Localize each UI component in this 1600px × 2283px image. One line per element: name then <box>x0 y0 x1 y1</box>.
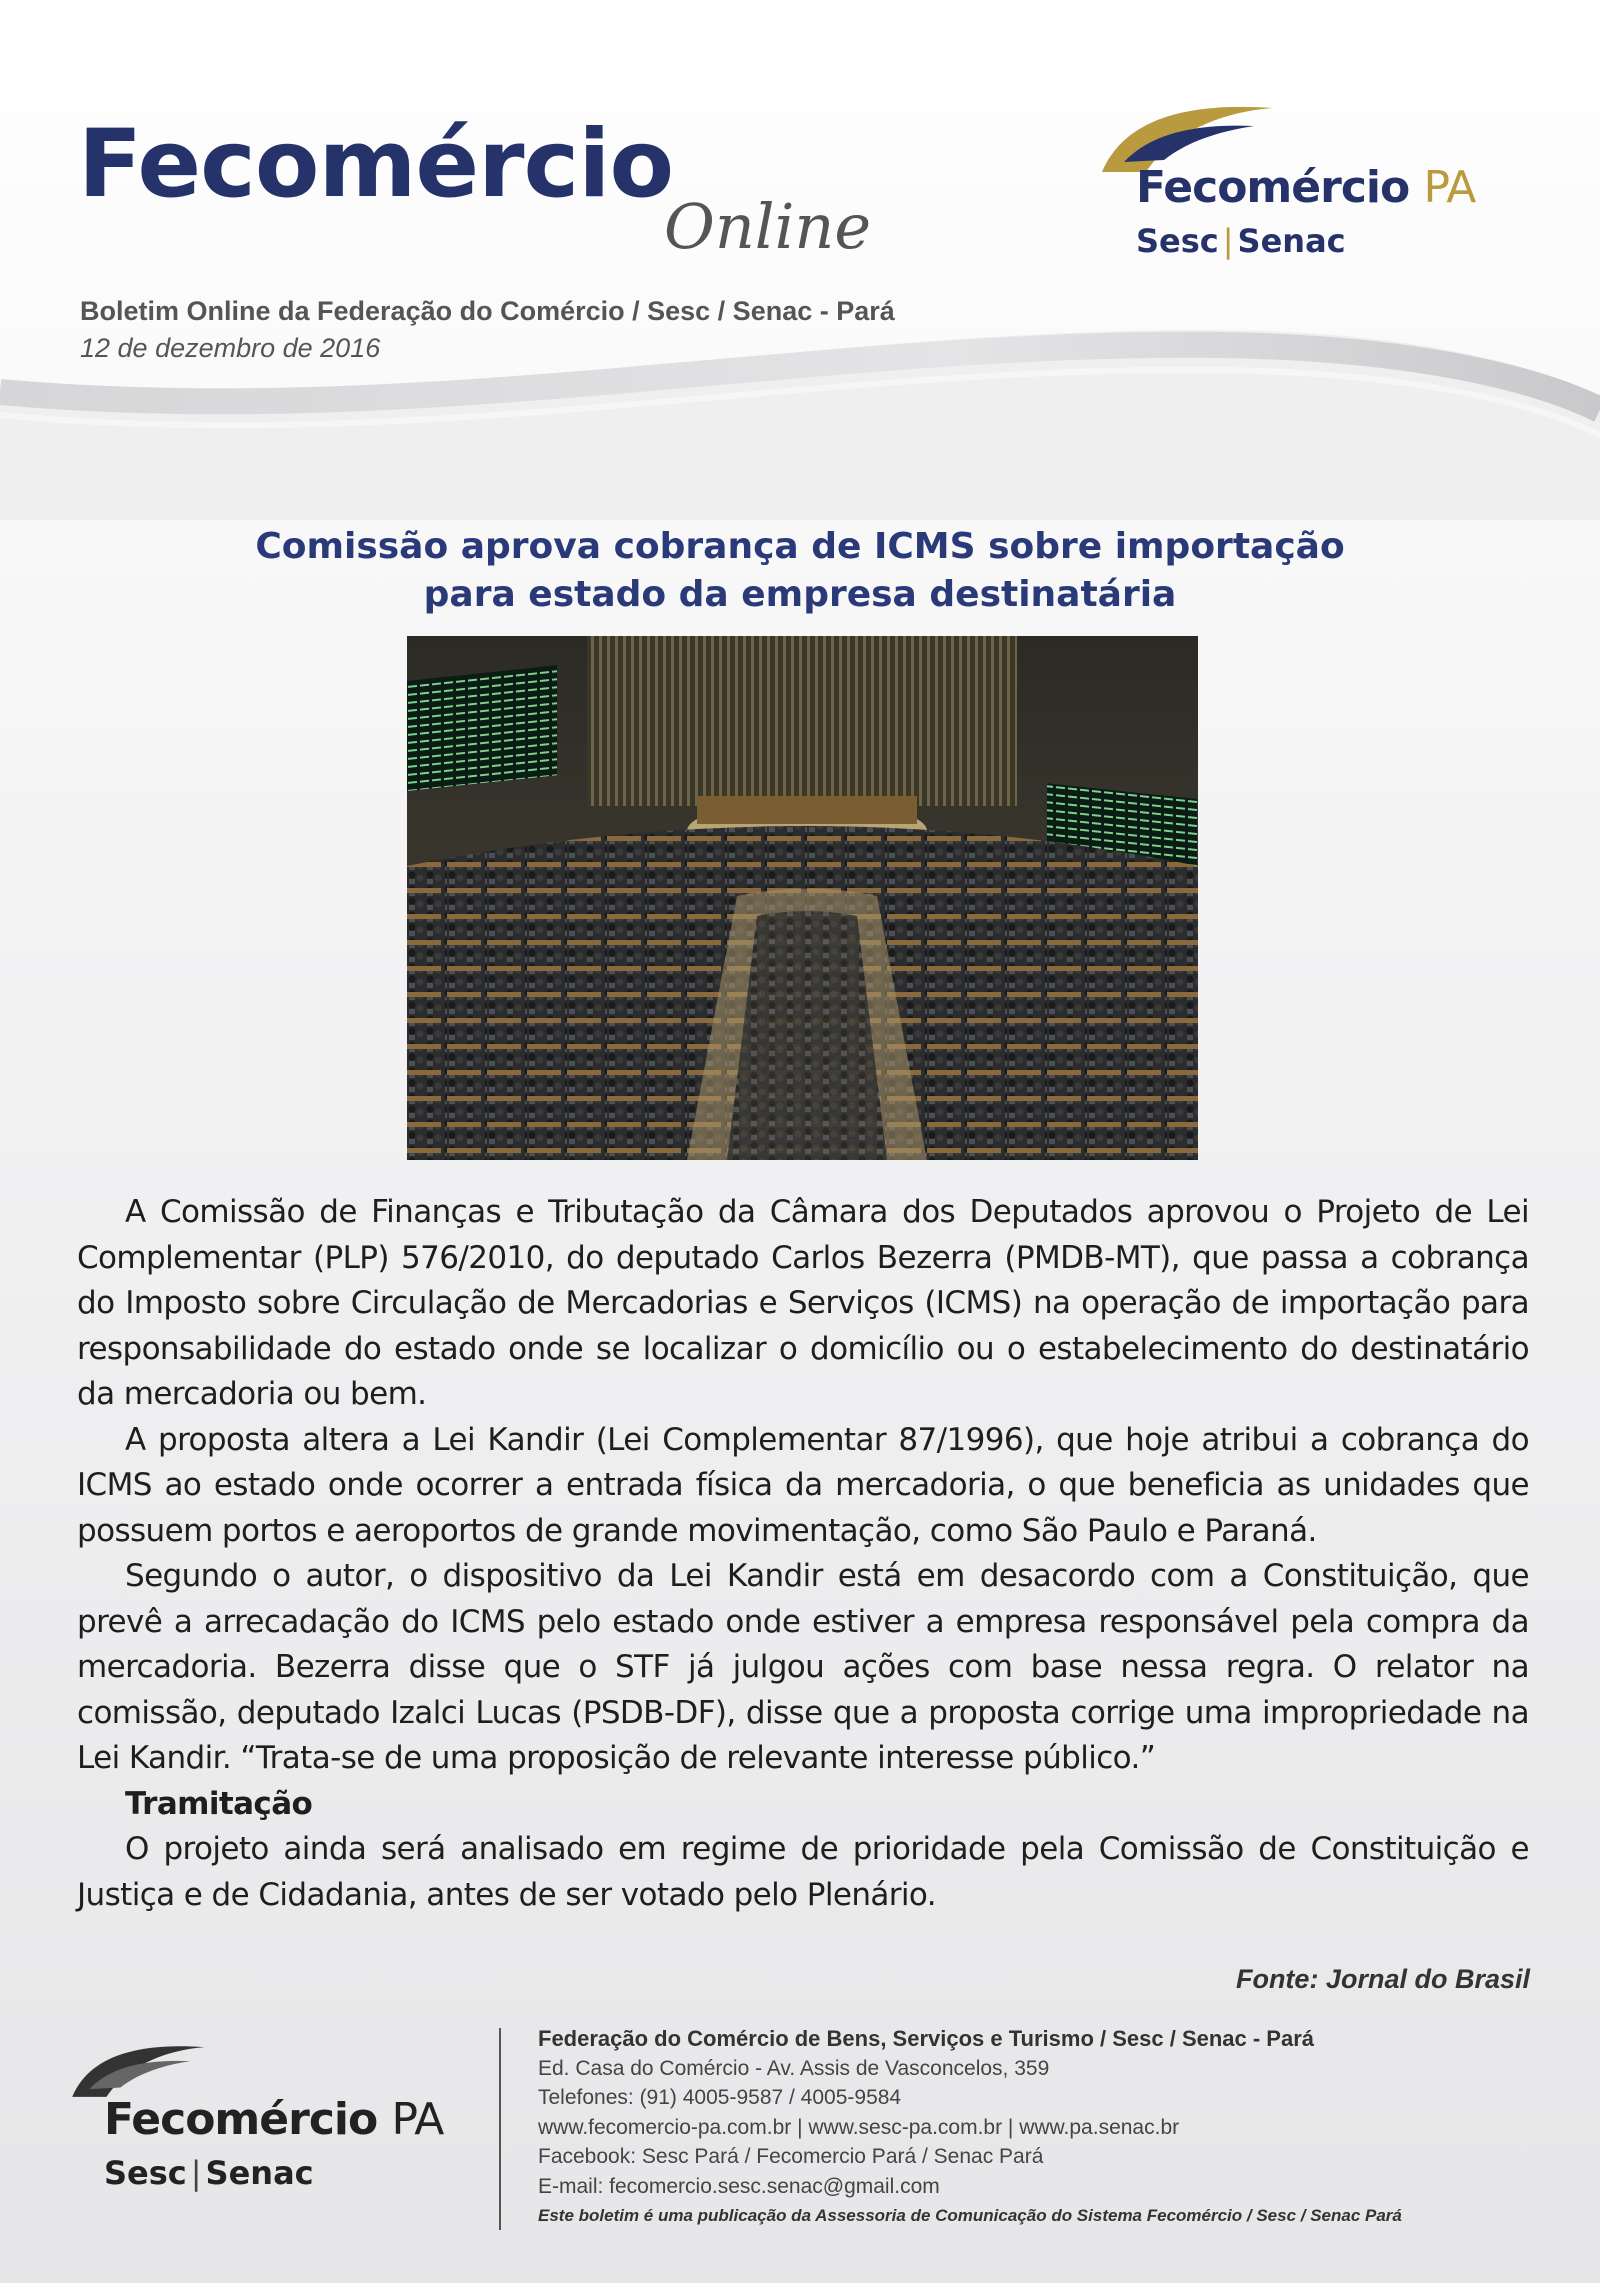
footer-facebook: Facebook: Sesc Pará / Fecomercio Pará / Senac Pará <box>538 2145 1044 2168</box>
footer-contact <box>538 2024 1538 2231</box>
fecomercio-pa-logo <box>1094 100 1524 280</box>
footer-publication-note: Este boletim é uma publicação da Assessoria de Comunicação do Sistema Fecomércio / Sesc / Senac Pará <box>538 2206 1402 2225</box>
bulletin-subtitle: Boletim Online da Federação do Comércio / Sesc / Senac - Pará <box>80 296 895 326</box>
plenary-photo-illustration <box>407 636 1198 1160</box>
article-headline <box>100 523 1500 619</box>
footer-divider <box>499 2028 501 2230</box>
logo-name: Fecomércio PA <box>104 2094 444 2145</box>
footer-address: Ed. Casa do Comércio - Av. Assis de Vasconcelos, 359 <box>538 2056 1050 2080</box>
logo-subtitle: Sesc | Senac <box>104 2154 314 2192</box>
article-paragraph: O projeto ainda será analisado em regime de prioridade pela Comissão de Constituição e Justiça e de Cidadania, antes de ser votado pelo Plenário. <box>77 1831 1529 1913</box>
masthead-title: Fecomércio <box>78 110 674 219</box>
article-paragraph: A proposta altera a Lei Kandir (Lei Complementar 87/1996), que hoje atribui a cobrança do ICMS ao estado onde ocorrer a entrada física da mercadoria, o que beneficia as unidades que possuem portos e aeroportos de grande movimentação, como São Paulo e Paraná. <box>77 1421 1529 1549</box>
article-source: Fonte: Jornal do Brasil <box>1235 1964 1530 1994</box>
footer-organization: Federação do Comércio de Bens, Serviços e Turismo / Sesc / Senac - Pará <box>538 2026 1315 2051</box>
footer-websites[interactable]: www.fecomercio-pa.com.br | www.sesc-pa.com.br | www.pa.senac.br <box>538 2115 1180 2139</box>
footer-logo <box>66 2032 486 2212</box>
article-paragraph: A Comissão de Finanças e Tributação da Câmara dos Deputados aprovou o Projeto de Lei Complementar (PLP) 576/2010, do deputado Carlos Bezerra (PMDB-MT), que passa a cobrança do Imposto sobre Circulação de Mercadorias e Serviços (ICMS) na operação de importação para responsabilidade do estado onde se localizar o domicílio ou o estabelecimento do destinatário da mercadoria ou bem. <box>77 1194 1529 1412</box>
logo-name: Fecomércio PA <box>1136 162 1476 213</box>
article-photo <box>407 636 1198 1160</box>
footer-email[interactable]: E-mail: fecomercio.sesc.senac@gmail.com <box>538 2174 940 2198</box>
headline-line-1: Comissão aprova cobrança de ICMS sobre importação <box>255 526 1345 567</box>
masthead-online-script: Online <box>664 190 872 263</box>
headline-line-2: para estado da empresa destinatária <box>423 574 1177 615</box>
section-title-tramitacao: Tramitação <box>125 1785 313 1822</box>
bulletin-date: 12 de dezembro de 2016 <box>80 333 381 363</box>
article-body <box>77 1190 1529 1918</box>
footer-phones: Telefones: (91) 4005-9587 / 4005-9584 <box>538 2086 902 2109</box>
logo-subtitle: Sesc | Senac <box>1136 222 1346 260</box>
article-paragraph: Segundo o autor, o dispositivo da Lei Kandir está em desacordo com a Constituição, que prevê a arrecadação do ICMS pelo estado onde estiver a empresa responsável pela compra da mercadoria. Bezerra disse que o STF já julgou ações com base nessa regra. O relator na comissão, deputado Izalci Lucas (PSDB-DF), disse que a proposta corrige uma impropriedade na Lei Kandir. “Trata-se de uma proposição de relevante interesse público.” <box>77 1558 1529 1776</box>
